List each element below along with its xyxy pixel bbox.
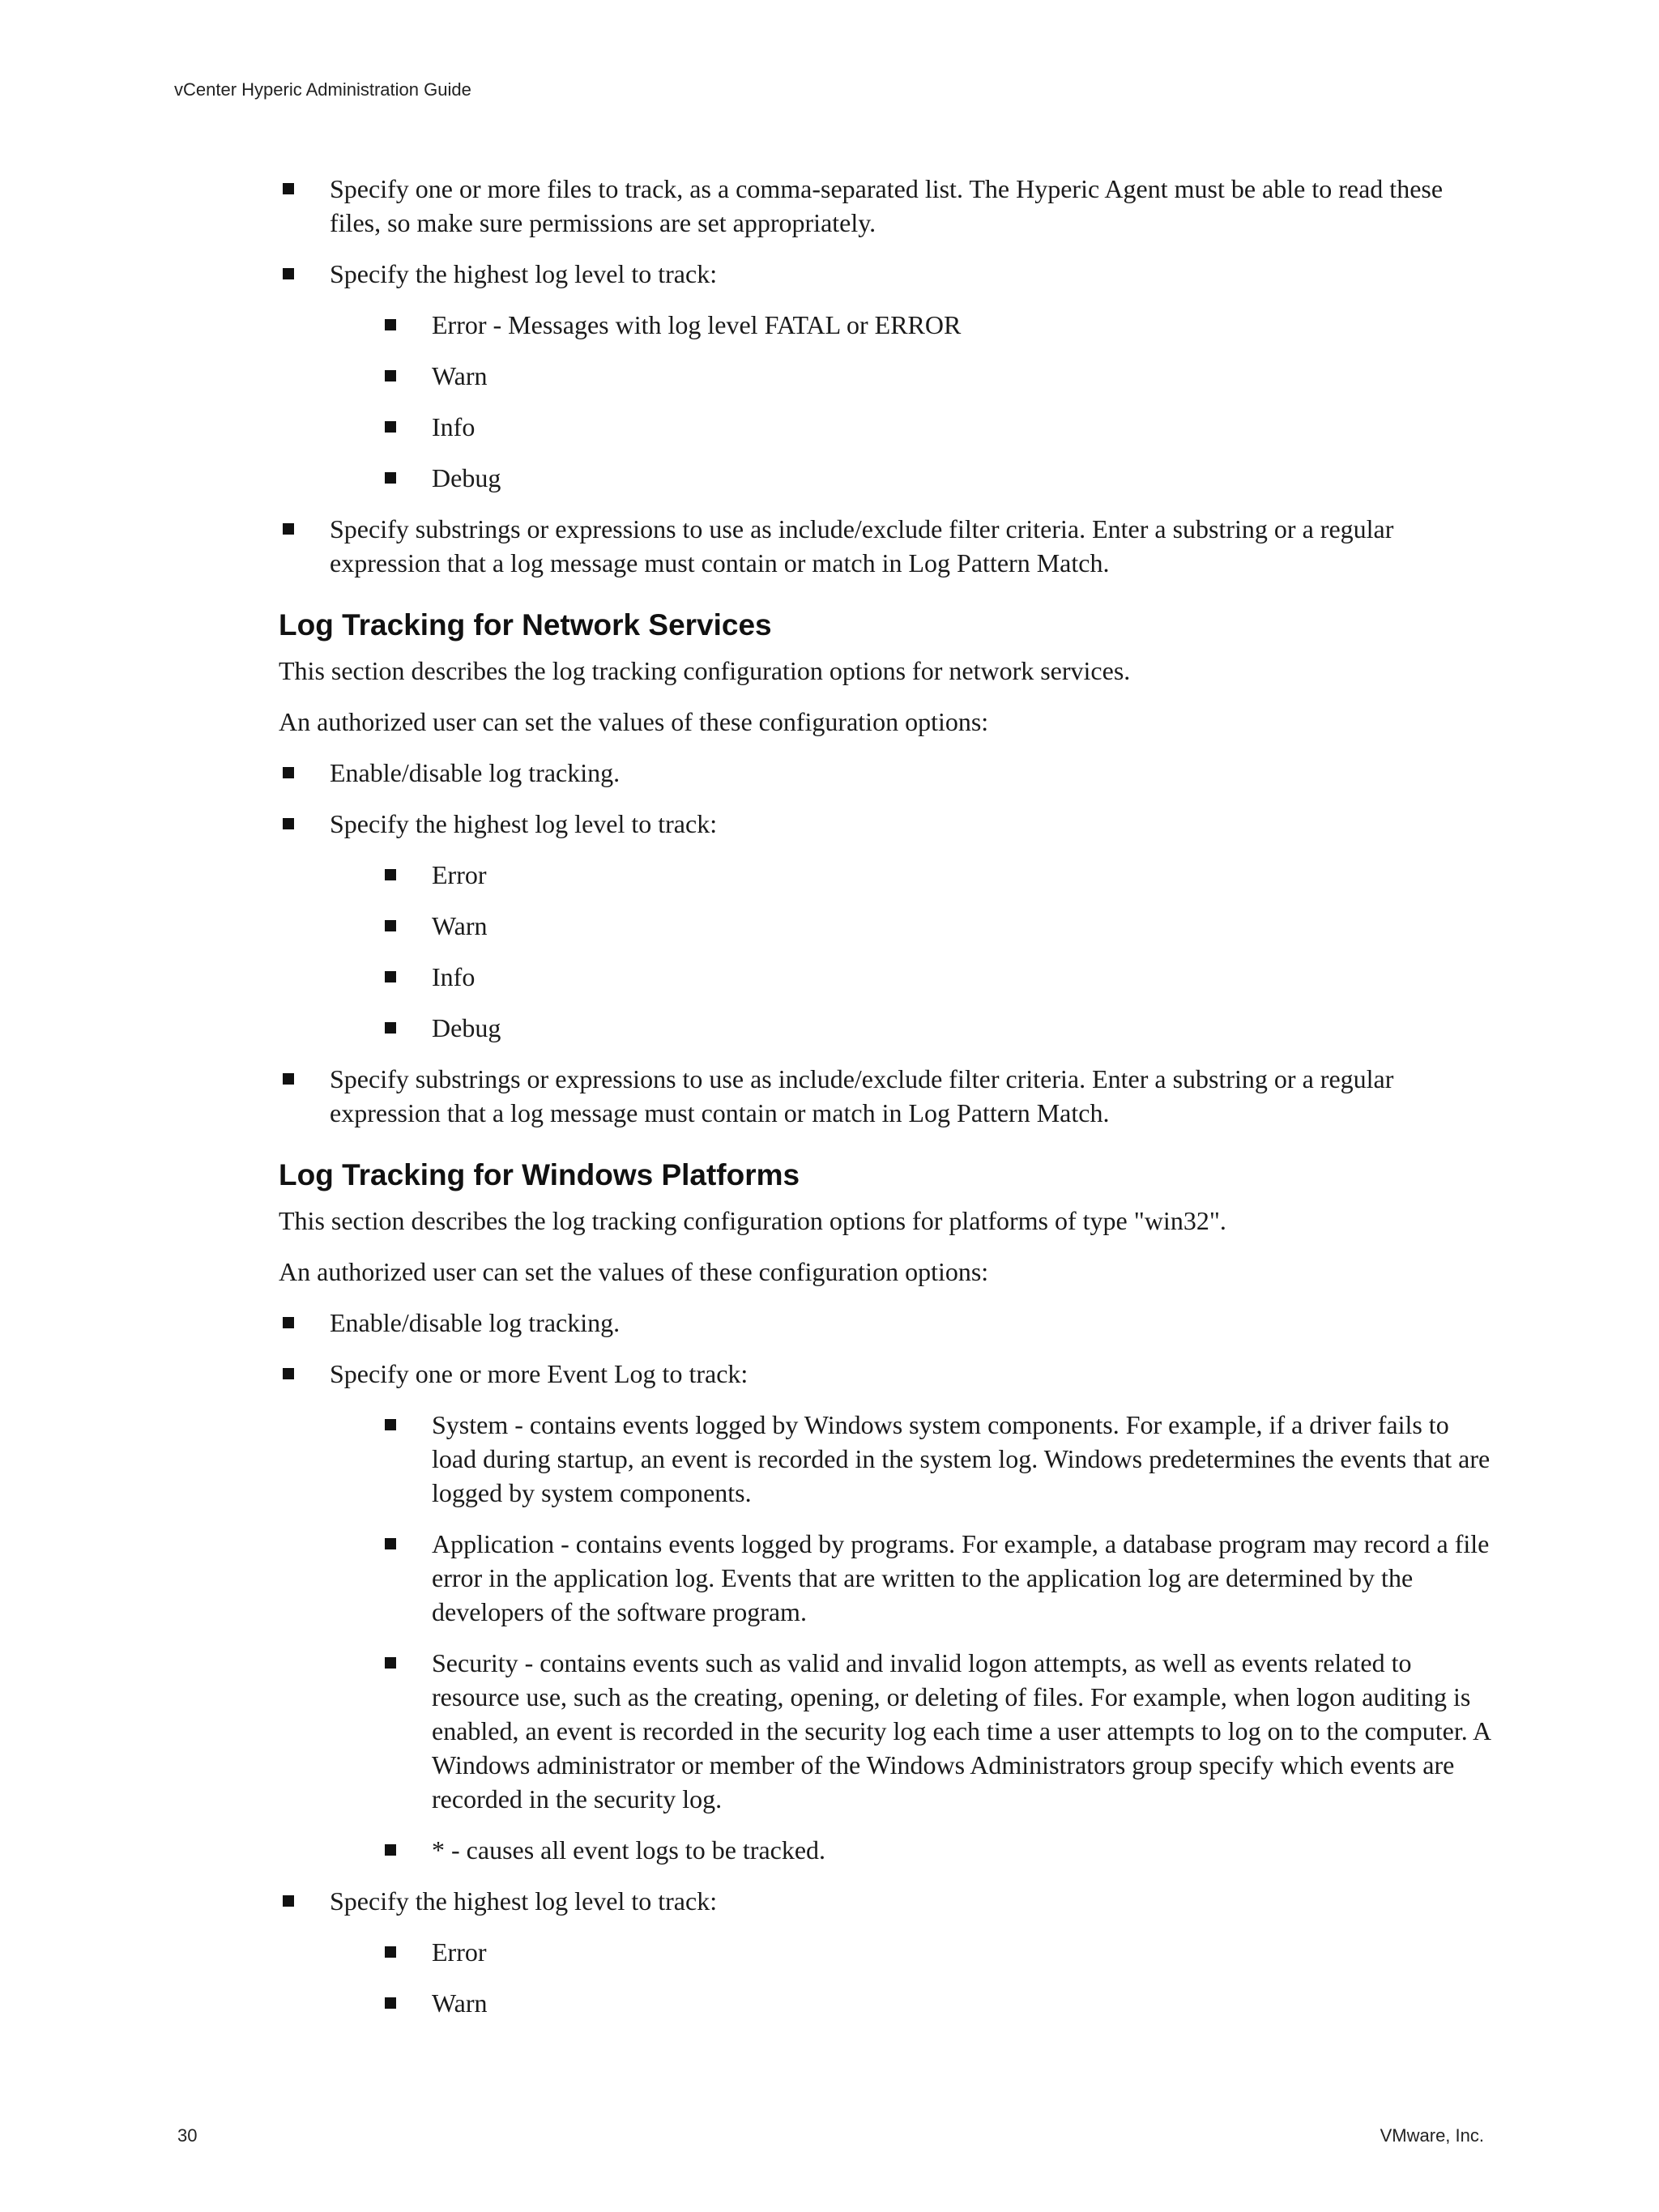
list-item: * - causes all event logs to be tracked. bbox=[330, 1833, 1498, 1867]
section-heading-network: Log Tracking for Network Services bbox=[279, 608, 772, 641]
top-bullet-list bbox=[279, 172, 1498, 580]
list-item bbox=[279, 756, 1498, 790]
list-item-text: Specify the highest log level to track: bbox=[330, 1886, 718, 1916]
log-level-list bbox=[330, 858, 1498, 1045]
list-item: Warn bbox=[330, 1986, 1498, 2020]
page-content bbox=[279, 172, 1498, 2037]
list-item: System - contains events logged by Windows system components. For example, if a driver fails to load during startup, an event is recorded in the system log. Windows predetermines the events that are logged by system components. bbox=[330, 1408, 1498, 1510]
list-item bbox=[279, 257, 1498, 495]
list-item: Warn bbox=[330, 359, 1498, 393]
list-item-text: Specify one or more files to track, as a comma-separated list. The Hyperic Agent must be able to read these files, so make sure permissions are set appropriately. bbox=[330, 174, 1444, 237]
list-item bbox=[279, 1062, 1498, 1130]
log-level-list bbox=[330, 1935, 1498, 2020]
event-log-list bbox=[330, 1408, 1498, 1867]
list-item: Error bbox=[330, 858, 1498, 892]
list-item bbox=[279, 807, 1498, 1045]
list-item-text: Enable/disable log tracking. bbox=[330, 1308, 621, 1337]
list-item-text: Enable/disable log tracking. bbox=[330, 758, 621, 787]
paragraph: An authorized user can set the values of these configuration options: bbox=[279, 1257, 989, 1286]
footer-company: VMware, Inc. bbox=[1380, 2125, 1484, 2146]
log-level-list bbox=[330, 308, 1498, 495]
list-item: Info bbox=[330, 410, 1498, 444]
list-item-text: Specify the highest log level to track: bbox=[330, 809, 718, 838]
list-item bbox=[279, 1306, 1498, 1340]
paragraph: This section describes the log tracking configuration options for network services. bbox=[279, 656, 1131, 685]
windows-bullet-list bbox=[279, 1306, 1498, 2020]
list-item-text: Specify substrings or expressions to use as include/exclude filter criteria. Enter a substring or a regular expression that a log message must contain or match in Log Pattern Match. bbox=[330, 1064, 1394, 1127]
list-item: Debug bbox=[330, 1011, 1498, 1045]
page-number: 30 bbox=[177, 2125, 198, 2146]
paragraph: This section describes the log tracking configuration options for platforms of type "win32". bbox=[279, 1206, 1226, 1235]
list-item: Debug bbox=[330, 461, 1498, 495]
running-header: vCenter Hyperic Administration Guide bbox=[174, 79, 471, 100]
list-item bbox=[279, 512, 1498, 580]
list-item: Error bbox=[330, 1935, 1498, 1969]
list-item bbox=[279, 1357, 1498, 1867]
section-heading-windows: Log Tracking for Windows Platforms bbox=[279, 1158, 800, 1191]
list-item bbox=[279, 172, 1498, 240]
list-item-text: Specify substrings or expressions to use as include/exclude filter criteria. Enter a substring or a regular expression that a log message must contain or match in Log Pattern Match. bbox=[330, 514, 1394, 578]
network-bullet-list bbox=[279, 756, 1498, 1130]
paragraph: An authorized user can set the values of these configuration options: bbox=[279, 707, 989, 736]
list-item-text: Specify the highest log level to track: bbox=[330, 259, 718, 288]
list-item: Warn bbox=[330, 909, 1498, 943]
list-item-text: Specify one or more Event Log to track: bbox=[330, 1359, 748, 1388]
list-item: Error - Messages with log level FATAL or ERROR bbox=[330, 308, 1498, 342]
list-item: Application - contains events logged by programs. For example, a database program may record a file error in the application log. Events that are written to the application log are determined by the developers of the software program. bbox=[330, 1527, 1498, 1629]
list-item: Info bbox=[330, 960, 1498, 994]
list-item: Security - contains events such as valid and invalid logon attempts, as well as events related to resource use, such as the creating, opening, or deleting of files. For example, when logon auditing is enabled, an event is recorded in the security log each time a user attempts to log on to the computer. A Windows administrator or member of the Windows Administrators group specify which events are recorded in the security log. bbox=[330, 1646, 1498, 1816]
list-item bbox=[279, 1884, 1498, 2020]
